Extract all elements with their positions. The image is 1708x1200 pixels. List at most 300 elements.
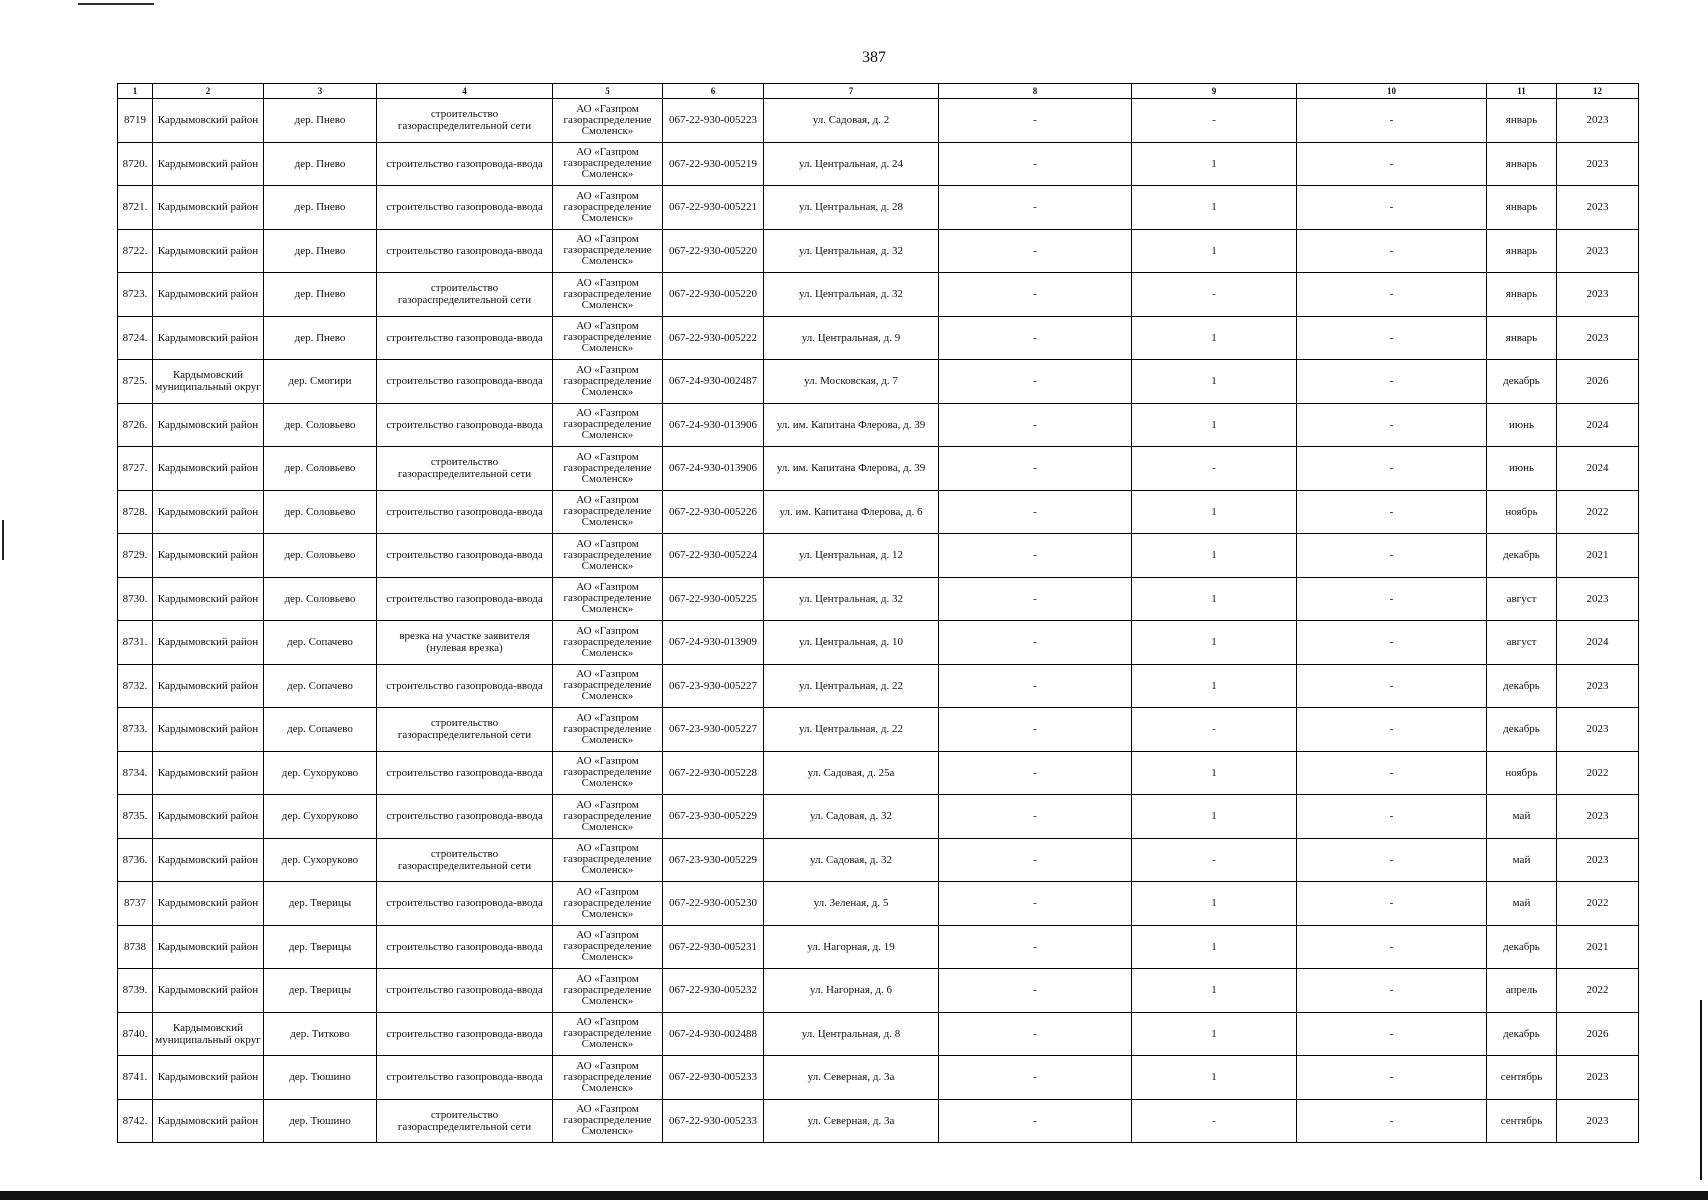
table-row [118,447,1639,491]
cell-year: 2023 [1557,229,1639,273]
cell-row-number: 8729. [118,534,153,578]
cell-year: 2023 [1557,795,1639,839]
cell-organization: АО «Газпром газораспределение Смоленск» [553,316,663,360]
cell-col-10: - [1297,1012,1487,1056]
cell-organization: АО «Газпром газораспределение Смоленск» [553,838,663,882]
cell-work-type: строительство газопровода-ввода [377,360,553,404]
cell-address: ул. Нагорная, д. 19 [764,925,939,969]
cell-address: ул. им. Капитана Флерова, д. 6 [764,490,939,534]
cell-month: август [1487,621,1557,665]
cell-application-number: 067-22-930-005233 [663,1056,764,1100]
table-row [118,142,1639,186]
cell-application-number: 067-22-930-005225 [663,577,764,621]
cell-district: Кардымовский район [153,534,264,578]
cell-work-type: строительство газопровода-ввода [377,229,553,273]
cell-application-number: 067-22-930-005226 [663,490,764,534]
cell-col-10: - [1297,708,1487,752]
cell-application-number: 067-24-930-013909 [663,621,764,665]
cell-col-10: - [1297,229,1487,273]
cell-col-10: - [1297,1099,1487,1143]
cell-col-10: - [1297,99,1487,143]
cell-col-9: - [1132,99,1297,143]
cell-col-9: 1 [1132,882,1297,926]
cell-col-8: - [939,273,1132,317]
table-row [118,838,1639,882]
table-row [118,1099,1639,1143]
cell-district: Кардымовский район [153,316,264,360]
cell-settlement: дер. Сухоруково [264,795,377,839]
cell-month: сентябрь [1487,1056,1557,1100]
cell-organization: АО «Газпром газораспределение Смоленск» [553,925,663,969]
cell-row-number: 8734. [118,751,153,795]
cell-col-8: - [939,577,1132,621]
cell-col-9: 1 [1132,795,1297,839]
cell-col-8: - [939,621,1132,665]
cell-address: ул. Нагорная, д. 6 [764,969,939,1013]
column-header-1: 1 [118,84,153,99]
cell-district: Кардымовский район [153,403,264,447]
cell-row-number: 8725. [118,360,153,404]
table-row [118,273,1639,317]
cell-col-10: - [1297,316,1487,360]
cell-col-8: - [939,1099,1132,1143]
cell-col-9: 1 [1132,664,1297,708]
table-row [118,490,1639,534]
cell-row-number: 8730. [118,577,153,621]
cell-address: ул. Центральная, д. 9 [764,316,939,360]
table-row [118,969,1639,1013]
cell-col-8: - [939,316,1132,360]
cell-settlement: дер. Тверицы [264,969,377,1013]
cell-district: Кардымовский район [153,99,264,143]
cell-month: сентябрь [1487,1099,1557,1143]
cell-col-10: - [1297,273,1487,317]
cell-settlement: дер. Пнево [264,142,377,186]
cell-settlement: дер. Соловьево [264,577,377,621]
cell-work-type: строительство газораспределительной сети [377,99,553,143]
cell-address: ул. Садовая, д. 2 [764,99,939,143]
registry-table [117,83,1639,1143]
cell-organization: АО «Газпром газораспределение Смоленск» [553,751,663,795]
cell-work-type: строительство газораспределительной сети [377,1099,553,1143]
cell-year: 2022 [1557,751,1639,795]
cell-address: ул. Центральная, д. 32 [764,273,939,317]
cell-month: ноябрь [1487,490,1557,534]
cell-year: 2023 [1557,316,1639,360]
cell-address: ул. Центральная, д. 12 [764,534,939,578]
cell-row-number: 8720. [118,142,153,186]
cell-settlement: дер. Соловьево [264,403,377,447]
cell-application-number: 067-24-930-013906 [663,447,764,491]
cell-row-number: 8728. [118,490,153,534]
cell-row-number: 8738 [118,925,153,969]
cell-col-9: 1 [1132,403,1297,447]
cell-col-9: 1 [1132,360,1297,404]
cell-organization: АО «Газпром газораспределение Смоленск» [553,229,663,273]
cell-application-number: 067-22-930-005219 [663,142,764,186]
cell-address: ул. им. Капитана Флерова, д. 39 [764,447,939,491]
cell-organization: АО «Газпром газораспределение Смоленск» [553,403,663,447]
cell-month: апрель [1487,969,1557,1013]
column-header-9: 9 [1132,84,1297,99]
cell-address: ул. Центральная, д. 32 [764,577,939,621]
cell-application-number: 067-23-930-005229 [663,795,764,839]
cell-district: Кардымовский район [153,229,264,273]
cell-settlement: дер. Титково [264,1012,377,1056]
cell-organization: АО «Газпром газораспределение Смоленск» [553,447,663,491]
cell-settlement: дер. Сухоруково [264,751,377,795]
cell-address: ул. Центральная, д. 28 [764,186,939,230]
cell-application-number: 067-22-930-005232 [663,969,764,1013]
cell-work-type: строительство газораспределительной сети [377,708,553,752]
cell-application-number: 067-24-930-002488 [663,1012,764,1056]
table-row [118,925,1639,969]
cell-organization: АО «Газпром газораспределение Смоленск» [553,142,663,186]
cell-row-number: 8739. [118,969,153,1013]
cell-month: ноябрь [1487,751,1557,795]
cell-work-type: строительство газопровода-ввода [377,142,553,186]
cell-col-10: - [1297,577,1487,621]
cell-col-10: - [1297,621,1487,665]
cell-organization: АО «Газпром газораспределение Смоленск» [553,882,663,926]
cell-col-10: - [1297,882,1487,926]
cell-address: ул. Садовая, д. 25а [764,751,939,795]
cell-settlement: дер. Пнево [264,273,377,317]
column-header-5: 5 [553,84,663,99]
cell-address: ул. Садовая, д. 32 [764,838,939,882]
cell-settlement: дер. Соловьево [264,534,377,578]
cell-col-10: - [1297,664,1487,708]
table-row [118,751,1639,795]
cell-year: 2023 [1557,664,1639,708]
cell-work-type: врезка на участке заявителя (нулевая врезка) [377,621,553,665]
cell-work-type: строительство газопровода-ввода [377,751,553,795]
cell-col-9: - [1132,708,1297,752]
cell-col-8: - [939,186,1132,230]
cell-application-number: 067-23-930-005227 [663,708,764,752]
cell-col-9: - [1132,447,1297,491]
cell-district: Кардымовский район [153,708,264,752]
cell-organization: АО «Газпром газораспределение Смоленск» [553,1012,663,1056]
column-header-2: 2 [153,84,264,99]
cell-organization: АО «Газпром газораспределение Смоленск» [553,186,663,230]
cell-col-8: - [939,751,1132,795]
column-header-12: 12 [1557,84,1639,99]
cell-district: Кардымовский муниципальный округ [153,1012,264,1056]
cell-district: Кардымовский район [153,664,264,708]
cell-col-10: - [1297,534,1487,578]
cell-settlement: дер. Смогири [264,360,377,404]
cell-row-number: 8735. [118,795,153,839]
cell-row-number: 8724. [118,316,153,360]
table-row [118,882,1639,926]
cell-settlement: дер. Сопачево [264,708,377,752]
cell-organization: АО «Газпром газораспределение Смоленск» [553,490,663,534]
cell-row-number: 8723. [118,273,153,317]
table-row [118,360,1639,404]
cell-month: январь [1487,229,1557,273]
cell-month: декабрь [1487,360,1557,404]
cell-col-9: 1 [1132,1056,1297,1100]
cell-address: ул. Центральная, д. 32 [764,229,939,273]
cell-district: Кардымовский район [153,882,264,926]
column-header-10: 10 [1297,84,1487,99]
cell-application-number: 067-24-930-013906 [663,403,764,447]
cell-work-type: строительство газораспределительной сети [377,273,553,317]
cell-application-number: 067-24-930-002487 [663,360,764,404]
cell-month: декабрь [1487,1012,1557,1056]
cell-col-9: 1 [1132,621,1297,665]
cell-application-number: 067-22-930-005230 [663,882,764,926]
cell-application-number: 067-22-930-005220 [663,273,764,317]
cell-col-8: - [939,99,1132,143]
cell-col-10: - [1297,969,1487,1013]
cell-application-number: 067-22-930-005233 [663,1099,764,1143]
cell-application-number: 067-23-930-005227 [663,664,764,708]
cell-address: ул. Московская, д. 7 [764,360,939,404]
cell-col-9: 1 [1132,1012,1297,1056]
table-row [118,316,1639,360]
cell-settlement: дер. Пнево [264,99,377,143]
cell-settlement: дер. Тверицы [264,925,377,969]
cell-col-10: - [1297,490,1487,534]
cell-row-number: 8736. [118,838,153,882]
cell-work-type: строительство газопровода-ввода [377,1012,553,1056]
cell-work-type: строительство газораспределительной сети [377,447,553,491]
scan-bottom-bar [0,1191,1708,1200]
cell-row-number: 8727. [118,447,153,491]
cell-month: декабрь [1487,534,1557,578]
cell-col-9: 1 [1132,142,1297,186]
page-number: 387 [862,49,886,66]
cell-row-number: 8726. [118,403,153,447]
cell-organization: АО «Газпром газораспределение Смоленск» [553,664,663,708]
table-row [118,229,1639,273]
cell-district: Кардымовский район [153,273,264,317]
cell-month: май [1487,838,1557,882]
cell-organization: АО «Газпром газораспределение Смоленск» [553,99,663,143]
cell-work-type: строительство газопровода-ввода [377,403,553,447]
cell-year: 2026 [1557,360,1639,404]
cell-settlement: дер. Соловьево [264,447,377,491]
cell-row-number: 8722. [118,229,153,273]
table-row [118,708,1639,752]
cell-settlement: дер. Соловьево [264,490,377,534]
cell-col-9: 1 [1132,186,1297,230]
cell-year: 2021 [1557,534,1639,578]
cell-organization: АО «Газпром газораспределение Смоленск» [553,1056,663,1100]
cell-month: май [1487,795,1557,839]
cell-work-type: строительство газопровода-ввода [377,882,553,926]
cell-col-10: - [1297,1056,1487,1100]
cell-year: 2023 [1557,186,1639,230]
cell-year: 2024 [1557,403,1639,447]
cell-year: 2023 [1557,273,1639,317]
cell-year: 2023 [1557,1056,1639,1100]
cell-year: 2026 [1557,1012,1639,1056]
cell-col-9: - [1132,838,1297,882]
cell-month: январь [1487,273,1557,317]
cell-col-8: - [939,534,1132,578]
cell-col-8: - [939,490,1132,534]
cell-col-9: 1 [1132,316,1297,360]
cell-settlement: дер. Тюшино [264,1056,377,1100]
cell-settlement: дер. Пнево [264,316,377,360]
cell-row-number: 8721. [118,186,153,230]
cell-month: январь [1487,316,1557,360]
cell-row-number: 8741. [118,1056,153,1100]
cell-application-number: 067-22-930-005223 [663,99,764,143]
cell-col-8: - [939,969,1132,1013]
cell-col-8: - [939,447,1132,491]
cell-address: ул. Центральная, д. 22 [764,708,939,752]
cell-month: январь [1487,186,1557,230]
cell-year: 2023 [1557,1099,1639,1143]
cell-col-10: - [1297,186,1487,230]
cell-settlement: дер. Сопачево [264,664,377,708]
table-row [118,621,1639,665]
cell-work-type: строительство газопровода-ввода [377,186,553,230]
cell-year: 2023 [1557,142,1639,186]
cell-district: Кардымовский район [153,969,264,1013]
cell-month: январь [1487,99,1557,143]
cell-col-9: 1 [1132,534,1297,578]
cell-organization: АО «Газпром газораспределение Смоленск» [553,534,663,578]
cell-work-type: строительство газопровода-ввода [377,577,553,621]
cell-organization: АО «Газпром газораспределение Смоленск» [553,273,663,317]
cell-col-8: - [939,403,1132,447]
cell-year: 2023 [1557,99,1639,143]
cell-district: Кардымовский район [153,447,264,491]
cell-address: ул. Центральная, д. 22 [764,664,939,708]
cell-month: май [1487,882,1557,926]
cell-application-number: 067-23-930-005229 [663,838,764,882]
cell-application-number: 067-22-930-005220 [663,229,764,273]
cell-col-10: - [1297,360,1487,404]
cell-organization: АО «Газпром газораспределение Смоленск» [553,969,663,1013]
cell-month: декабрь [1487,925,1557,969]
cell-month: июнь [1487,447,1557,491]
cell-row-number: 8731. [118,621,153,665]
cell-organization: АО «Газпром газораспределение Смоленск» [553,577,663,621]
cell-col-8: - [939,229,1132,273]
cell-col-8: - [939,795,1132,839]
cell-work-type: строительство газопровода-ввода [377,795,553,839]
cell-year: 2024 [1557,447,1639,491]
table-row [118,186,1639,230]
table-row [118,577,1639,621]
cell-col-9: 1 [1132,229,1297,273]
cell-organization: АО «Газпром газораспределение Смоленск» [553,1099,663,1143]
cell-settlement: дер. Тюшино [264,1099,377,1143]
cell-application-number: 067-22-930-005231 [663,925,764,969]
cell-year: 2022 [1557,490,1639,534]
cell-year: 2022 [1557,882,1639,926]
cell-application-number: 067-22-930-005224 [663,534,764,578]
cell-district: Кардымовский муниципальный округ [153,360,264,404]
table-row [118,534,1639,578]
cell-address: ул. Садовая, д. 32 [764,795,939,839]
table-row [118,1012,1639,1056]
cell-settlement: дер. Пнево [264,186,377,230]
cell-col-8: - [939,708,1132,752]
cell-col-9: 1 [1132,925,1297,969]
cell-col-9: 1 [1132,751,1297,795]
cell-row-number: 8733. [118,708,153,752]
cell-year: 2022 [1557,969,1639,1013]
column-header-7: 7 [764,84,939,99]
cell-row-number: 8719 [118,99,153,143]
cell-district: Кардымовский район [153,621,264,665]
cell-year: 2023 [1557,708,1639,752]
table-row [118,795,1639,839]
cell-work-type: строительство газопровода-ввода [377,490,553,534]
cell-col-8: - [939,882,1132,926]
cell-district: Кардымовский район [153,1099,264,1143]
cell-organization: АО «Газпром газораспределение Смоленск» [553,621,663,665]
cell-address: ул. им. Капитана Флерова, д. 39 [764,403,939,447]
cell-month: август [1487,577,1557,621]
cell-work-type: строительство газопровода-ввода [377,664,553,708]
cell-col-9: - [1132,1099,1297,1143]
cell-col-10: - [1297,447,1487,491]
cell-col-10: - [1297,142,1487,186]
cell-district: Кардымовский район [153,838,264,882]
cell-work-type: строительство газопровода-ввода [377,534,553,578]
cell-col-8: - [939,360,1132,404]
cell-application-number: 067-22-930-005222 [663,316,764,360]
cell-col-9: 1 [1132,969,1297,1013]
table-row [118,99,1639,143]
cell-row-number: 8742. [118,1099,153,1143]
cell-col-10: - [1297,925,1487,969]
scan-top-line [78,3,154,5]
cell-row-number: 8737 [118,882,153,926]
table-row [118,403,1639,447]
table-row [118,664,1639,708]
cell-work-type: строительство газораспределительной сети [377,838,553,882]
cell-district: Кардымовский район [153,925,264,969]
cell-application-number: 067-22-930-005221 [663,186,764,230]
cell-settlement: дер. Пнево [264,229,377,273]
cell-work-type: строительство газопровода-ввода [377,925,553,969]
table-body [118,99,1639,1143]
cell-district: Кардымовский район [153,490,264,534]
column-header-3: 3 [264,84,377,99]
cell-settlement: дер. Сопачево [264,621,377,665]
cell-row-number: 8740. [118,1012,153,1056]
cell-work-type: строительство газопровода-ввода [377,1056,553,1100]
cell-organization: АО «Газпром газораспределение Смоленск» [553,708,663,752]
cell-application-number: 067-22-930-005228 [663,751,764,795]
cell-district: Кардымовский район [153,1056,264,1100]
cell-col-8: - [939,142,1132,186]
cell-settlement: дер. Тверицы [264,882,377,926]
cell-address: ул. Зеленая, д. 5 [764,882,939,926]
cell-settlement: дер. Сухоруково [264,838,377,882]
cell-col-8: - [939,1012,1132,1056]
cell-address: ул. Центральная, д. 10 [764,621,939,665]
column-header-4: 4 [377,84,553,99]
column-number-row [118,84,1639,99]
column-header-8: 8 [939,84,1132,99]
cell-col-9: 1 [1132,490,1297,534]
cell-organization: АО «Газпром газораспределение Смоленск» [553,360,663,404]
cell-col-10: - [1297,795,1487,839]
cell-year: 2023 [1557,577,1639,621]
cell-organization: АО «Газпром газораспределение Смоленск» [553,795,663,839]
cell-col-10: - [1297,403,1487,447]
